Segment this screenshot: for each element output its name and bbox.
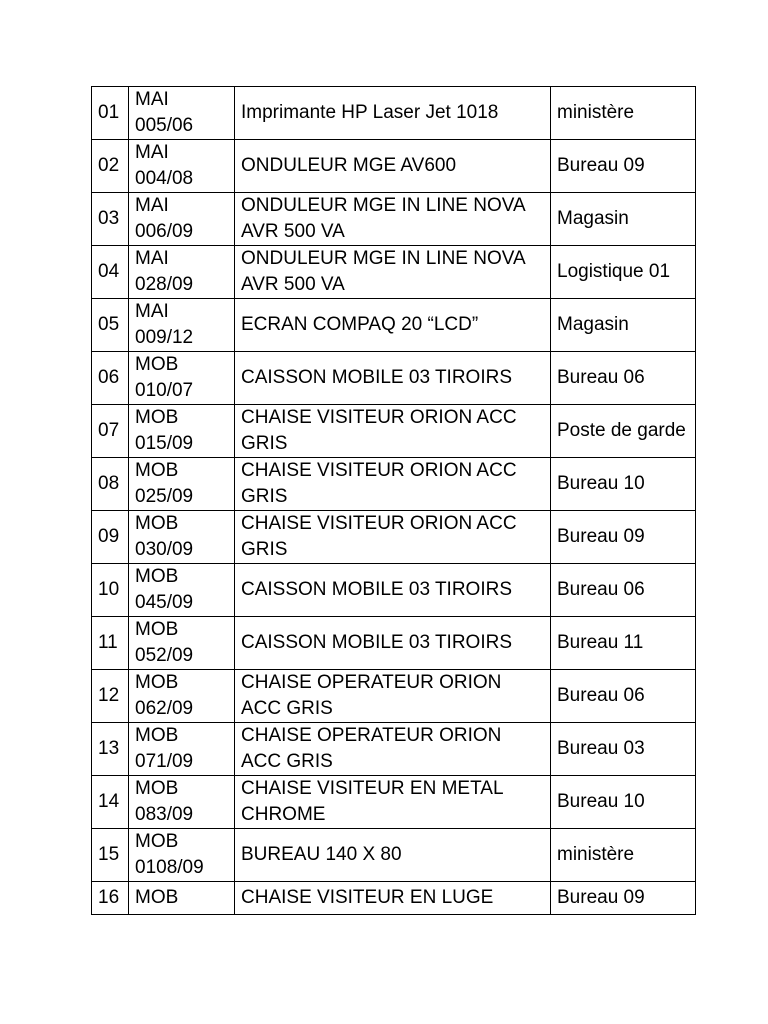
inventory-code: [129, 246, 235, 299]
table-row: [92, 193, 696, 246]
item-location: Bureau 06: [551, 670, 696, 723]
inventory-code-prefix: MOB: [135, 831, 179, 852]
inventory-table: [91, 86, 696, 915]
item-designation: CHAISE VISITEUR ORION ACC GRIS: [235, 405, 551, 458]
table-row: [92, 829, 696, 882]
table-row: [92, 776, 696, 829]
inventory-code: [129, 670, 235, 723]
row-number: 14: [92, 776, 129, 829]
inventory-code-prefix: MAI: [135, 89, 169, 110]
item-designation: CHAISE OPERATEUR ORION ACC GRIS: [235, 723, 551, 776]
row-number: 04: [92, 246, 129, 299]
inventory-code-number: 052/09: [135, 645, 194, 666]
table-row: [92, 140, 696, 193]
inventory-code-number: 030/09: [135, 539, 194, 560]
item-location: Bureau 06: [551, 564, 696, 617]
inventory-code-number: 062/09: [135, 698, 194, 719]
table-row: [92, 246, 696, 299]
row-number: 13: [92, 723, 129, 776]
inventory-code-prefix: MAI: [135, 142, 169, 163]
inventory-code: [129, 511, 235, 564]
table-row: [92, 405, 696, 458]
inventory-code-prefix: MOB: [135, 566, 179, 587]
inventory-code-number: 009/12: [135, 327, 194, 348]
item-location: Logistique 01: [551, 246, 696, 299]
inventory-code: [129, 458, 235, 511]
inventory-code: [129, 299, 235, 352]
item-designation: CAISSON MOBILE 03 TIROIRS: [235, 352, 551, 405]
inventory-code-number: 045/09: [135, 592, 194, 613]
inventory-code-prefix: MAI: [135, 248, 169, 269]
inventory-code-prefix: MOB: [135, 887, 179, 908]
inventory-code-number: 010/07: [135, 380, 194, 401]
row-number: 03: [92, 193, 129, 246]
inventory-code-number: 071/09: [135, 751, 194, 772]
row-number: 05: [92, 299, 129, 352]
row-number: 16: [92, 882, 129, 915]
item-designation: CHAISE VISITEUR ORION ACC GRIS: [235, 458, 551, 511]
item-location: ministère: [551, 829, 696, 882]
row-number: 10: [92, 564, 129, 617]
inventory-code-number: 083/09: [135, 804, 194, 825]
item-designation: ONDULEUR MGE IN LINE NOVA AVR 500 VA: [235, 193, 551, 246]
inventory-table-body: [92, 87, 696, 915]
item-designation: CHAISE VISITEUR EN METAL CHROME: [235, 776, 551, 829]
item-location: ministère: [551, 87, 696, 140]
table-row: [92, 458, 696, 511]
table-row: [92, 87, 696, 140]
item-designation: ONDULEUR MGE AV600: [235, 140, 551, 193]
inventory-code-prefix: MOB: [135, 619, 179, 640]
item-location: Bureau 11: [551, 617, 696, 670]
item-designation: CHAISE VISITEUR ORION ACC GRIS: [235, 511, 551, 564]
item-location: Bureau 10: [551, 776, 696, 829]
table-row: [92, 882, 696, 915]
inventory-code: [129, 829, 235, 882]
table-row: [92, 723, 696, 776]
inventory-code-prefix: MOB: [135, 354, 179, 375]
item-designation: Imprimante HP Laser Jet 1018: [235, 87, 551, 140]
item-designation: ECRAN COMPAQ 20 “LCD”: [235, 299, 551, 352]
table-row: [92, 352, 696, 405]
inventory-code-number: 0108/09: [135, 857, 204, 878]
inventory-code-prefix: MOB: [135, 672, 179, 693]
inventory-code-number: 006/09: [135, 221, 194, 242]
inventory-code-prefix: MOB: [135, 460, 179, 481]
item-location: Bureau 09: [551, 511, 696, 564]
item-location: Bureau 09: [551, 140, 696, 193]
inventory-code: [129, 87, 235, 140]
table-row: [92, 617, 696, 670]
inventory-code: [129, 352, 235, 405]
row-number: 06: [92, 352, 129, 405]
table-row: [92, 670, 696, 723]
table-row: [92, 299, 696, 352]
table-row: [92, 511, 696, 564]
inventory-code: [129, 617, 235, 670]
item-designation: CHAISE VISITEUR EN LUGE: [235, 882, 551, 915]
inventory-code: [129, 564, 235, 617]
item-designation: CAISSON MOBILE 03 TIROIRS: [235, 617, 551, 670]
inventory-code-prefix: MOB: [135, 725, 179, 746]
row-number: 02: [92, 140, 129, 193]
item-location: Magasin: [551, 299, 696, 352]
inventory-code-number: 005/06: [135, 115, 194, 136]
inventory-code-number: 004/08: [135, 168, 194, 189]
row-number: 15: [92, 829, 129, 882]
inventory-code: [129, 723, 235, 776]
inventory-code-prefix: MOB: [135, 778, 179, 799]
item-designation: ONDULEUR MGE IN LINE NOVA AVR 500 VA: [235, 246, 551, 299]
inventory-code-prefix: MOB: [135, 513, 179, 534]
inventory-code-prefix: MAI: [135, 195, 169, 216]
item-location: Magasin: [551, 193, 696, 246]
row-number: 08: [92, 458, 129, 511]
inventory-code: [129, 193, 235, 246]
inventory-code: [129, 140, 235, 193]
item-location: Bureau 03: [551, 723, 696, 776]
item-location: Poste de garde: [551, 405, 696, 458]
item-location: Bureau 09: [551, 882, 696, 915]
row-number: 12: [92, 670, 129, 723]
item-designation: BUREAU 140 X 80: [235, 829, 551, 882]
table-row: [92, 564, 696, 617]
item-designation: CAISSON MOBILE 03 TIROIRS: [235, 564, 551, 617]
inventory-code: [129, 882, 235, 915]
item-location: Bureau 10: [551, 458, 696, 511]
row-number: 11: [92, 617, 129, 670]
inventory-code-prefix: MOB: [135, 407, 179, 428]
row-number: 07: [92, 405, 129, 458]
inventory-code-number: 025/09: [135, 486, 194, 507]
item-designation: CHAISE OPERATEUR ORION ACC GRIS: [235, 670, 551, 723]
inventory-code: [129, 405, 235, 458]
inventory-code-number: 015/09: [135, 433, 194, 454]
row-number: 01: [92, 87, 129, 140]
inventory-code-prefix: MAI: [135, 301, 169, 322]
inventory-code: [129, 776, 235, 829]
row-number: 09: [92, 511, 129, 564]
item-location: Bureau 06: [551, 352, 696, 405]
inventory-code-number: 028/09: [135, 274, 194, 295]
